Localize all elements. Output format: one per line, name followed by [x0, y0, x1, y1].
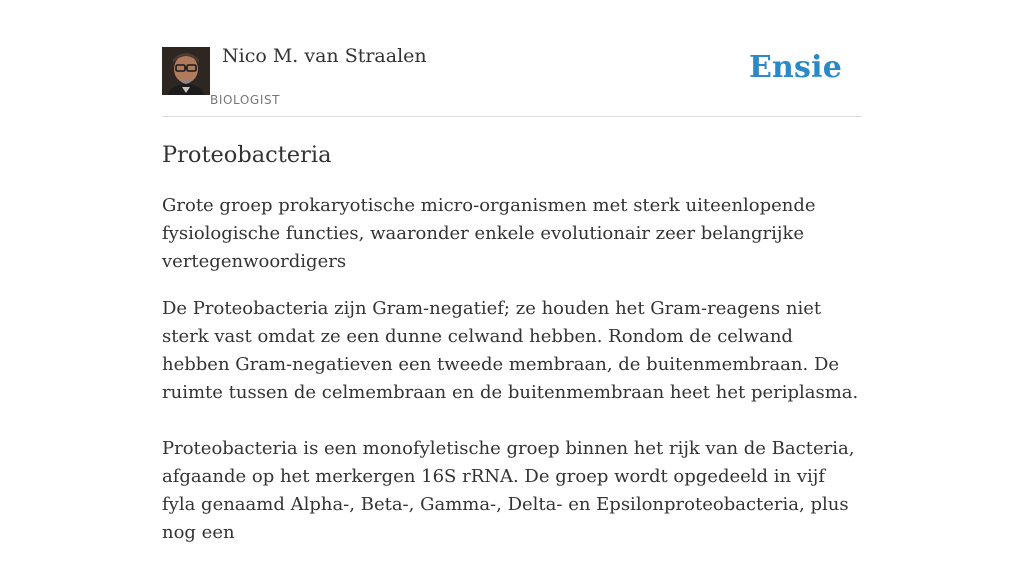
author-portrait-icon [162, 47, 210, 95]
author-name[interactable]: Nico M. van Straalen [222, 45, 427, 67]
page-title: Proteobacteria [162, 142, 332, 168]
article-paragraph: Proteobacteria is een monofyletische groep binnen het rijk van de Bacteria, afgaande op het merkergen 16S rRNA. De groep wordt opgedeeld in vijf fyla genaamd Alpha-, Beta-, Gamma-, Delta- en Epsilonproteobacteria, plus nog een [162, 438, 855, 543]
article-paragraph: De Proteobacteria zijn Gram-negatief; ze houden het Gram-reagens niet sterk vast omdat ze een dunne celwand hebben. Rondom de celwand hebben Gram-negatieven een tweede membraan, de buitenmembraan. De ruimte tussen de celmembraan en de buitenmembraan heet het periplasma. [162, 298, 859, 403]
article-body [162, 295, 862, 547]
article-content [162, 138, 862, 575]
article-header [162, 0, 862, 117]
brand-logo[interactable]: Ensie [748, 50, 842, 85]
article-lead: Grote groep prokaryotische micro-organismen met sterk uiteenlopende fysiologische functies, waaronder enkele evolutionair zeer belangrijke vertegenwoordigers [162, 195, 816, 272]
avatar[interactable] [162, 47, 210, 95]
author-role: BIOLOGIST [210, 93, 281, 107]
